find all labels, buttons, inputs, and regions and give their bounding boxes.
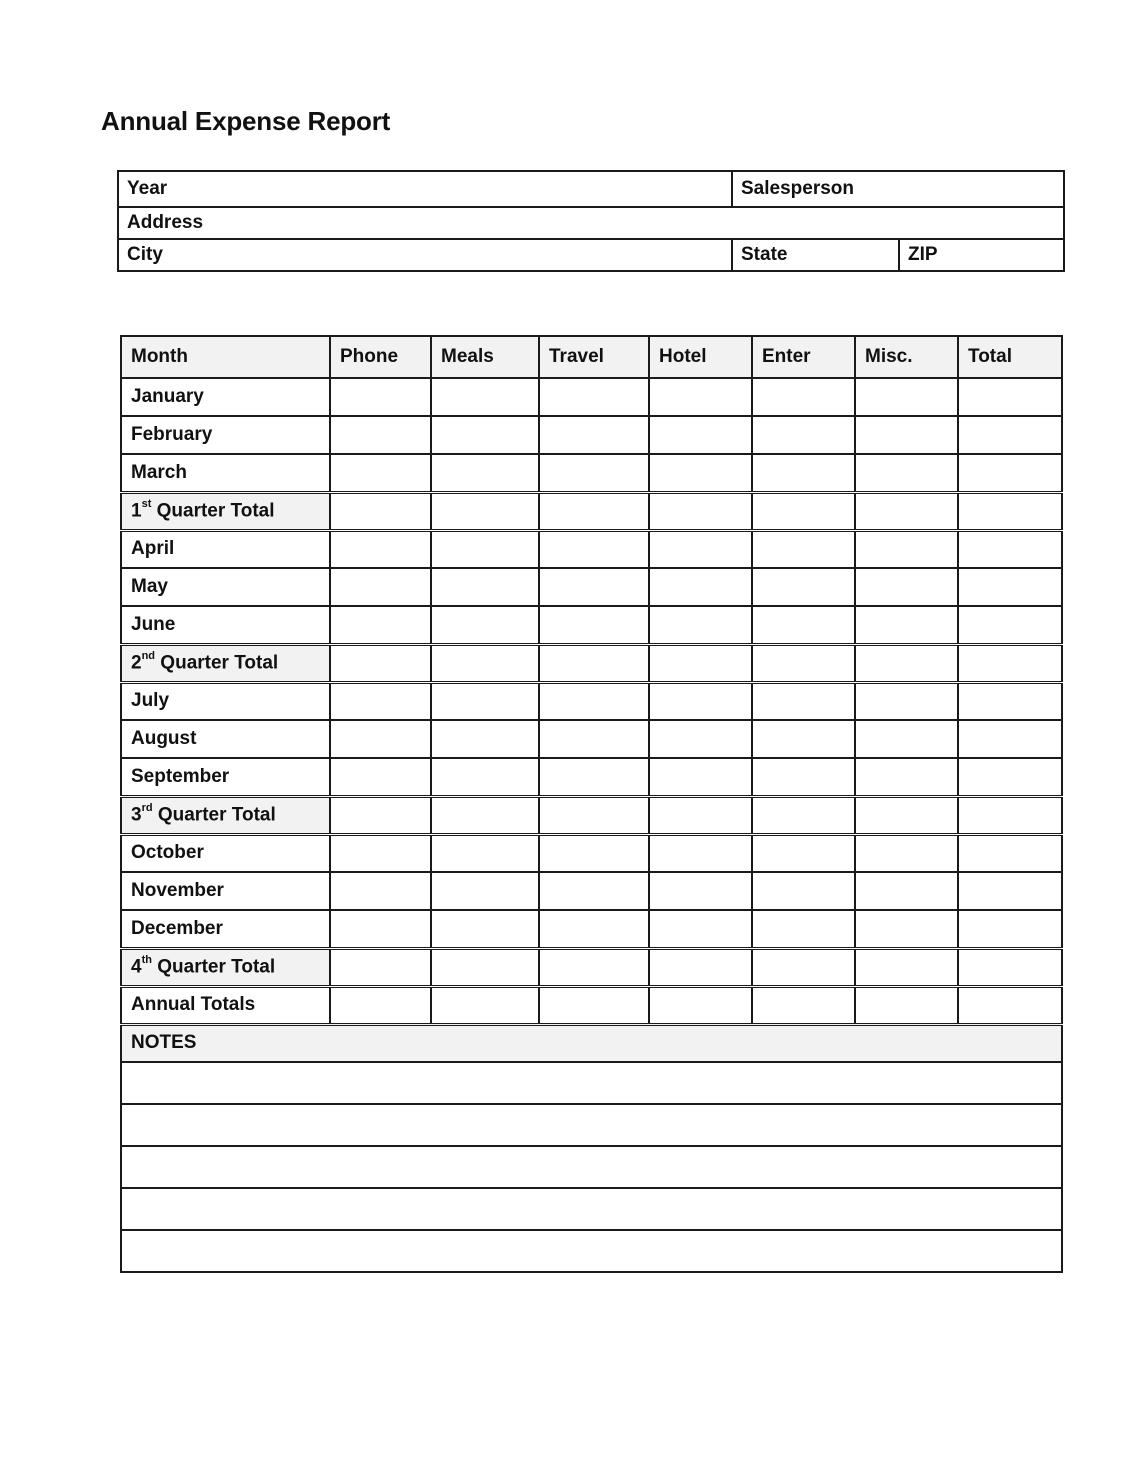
cell-march-meals[interactable] [431, 454, 539, 492]
cell-june-meals[interactable] [431, 606, 539, 644]
table-row [121, 948, 1062, 986]
cell-november-hotel[interactable] [649, 872, 752, 910]
cell-september-phone[interactable] [330, 758, 431, 796]
cell-october-enter[interactable] [752, 834, 855, 872]
cell-february-meals[interactable] [431, 416, 539, 454]
cell-q4-travel[interactable] [539, 948, 649, 986]
cell-q1-phone[interactable] [330, 492, 431, 530]
cell-january-misc[interactable] [855, 378, 958, 416]
q3-label: Quarter Total [152, 804, 276, 826]
cell-december-phone[interactable] [330, 910, 431, 948]
cell-june-enter[interactable] [752, 606, 855, 644]
cell-september-meals[interactable] [431, 758, 539, 796]
cell-q1-misc[interactable] [855, 492, 958, 530]
table-row [121, 454, 1062, 492]
cell-june-misc[interactable] [855, 606, 958, 644]
zip-label: ZIP [908, 244, 938, 265]
cell-august-travel[interactable] [539, 720, 649, 758]
cell-february-enter[interactable] [752, 416, 855, 454]
cell-august-hotel[interactable] [649, 720, 752, 758]
cell-july-phone[interactable] [330, 682, 431, 720]
city-label: City [127, 244, 163, 265]
cell-january-enter[interactable] [752, 378, 855, 416]
cell-november-phone[interactable] [330, 872, 431, 910]
cell-annual-enter[interactable] [752, 986, 855, 1024]
notes-line[interactable] [121, 1146, 1062, 1188]
cell-december-meals[interactable] [431, 910, 539, 948]
col-header-month: Month [121, 336, 330, 378]
q2-number: 2 [131, 652, 142, 674]
row-label-q2-total [121, 644, 330, 682]
cell-q2-meals[interactable] [431, 644, 539, 682]
cell-august-total[interactable] [958, 720, 1062, 758]
cell-august-enter[interactable] [752, 720, 855, 758]
cell-april-misc[interactable] [855, 530, 958, 568]
table-row [121, 758, 1062, 796]
cell-october-travel[interactable] [539, 834, 649, 872]
row-label-march: March [121, 454, 330, 492]
cell-february-travel[interactable] [539, 416, 649, 454]
q3-number: 3 [131, 804, 142, 826]
cell-june-hotel[interactable] [649, 606, 752, 644]
row-label-june: June [121, 606, 330, 644]
row-label-q3-total [121, 796, 330, 834]
cell-october-misc[interactable] [855, 834, 958, 872]
table-row [121, 606, 1062, 644]
cell-january-travel[interactable] [539, 378, 649, 416]
cell-q4-total[interactable] [958, 948, 1062, 986]
table-row [121, 682, 1062, 720]
row-label-q1-total [121, 492, 330, 530]
cell-july-total[interactable] [958, 682, 1062, 720]
notes-header: NOTES [121, 1024, 1062, 1062]
cell-december-total[interactable] [958, 910, 1062, 948]
cell-may-enter[interactable] [752, 568, 855, 606]
cell-q4-enter[interactable] [752, 948, 855, 986]
col-header-hotel: Hotel [649, 336, 752, 378]
city-field[interactable] [118, 239, 732, 271]
cell-march-misc[interactable] [855, 454, 958, 492]
table-row [121, 530, 1062, 568]
state-label: State [741, 244, 788, 265]
q2-ordinal: nd [141, 649, 156, 662]
cell-october-phone[interactable] [330, 834, 431, 872]
q3-ordinal: rd [141, 801, 153, 814]
cell-january-total[interactable] [958, 378, 1062, 416]
row-label-september: September [121, 758, 330, 796]
cell-q3-misc[interactable] [855, 796, 958, 834]
row-label-april: April [121, 530, 330, 568]
cell-january-meals[interactable] [431, 378, 539, 416]
q4-label: Quarter Total [151, 956, 276, 978]
cell-october-meals[interactable] [431, 834, 539, 872]
table-row [121, 796, 1062, 834]
cell-december-enter[interactable] [752, 910, 855, 948]
cell-q2-misc[interactable] [855, 644, 958, 682]
cell-march-enter[interactable] [752, 454, 855, 492]
cell-q3-phone[interactable] [330, 796, 431, 834]
header-row [121, 336, 1062, 378]
row-label-february: February [121, 416, 330, 454]
cell-q2-phone[interactable] [330, 644, 431, 682]
table-row [121, 834, 1062, 872]
cell-april-travel[interactable] [539, 530, 649, 568]
cell-october-total[interactable] [958, 834, 1062, 872]
table-row [121, 910, 1062, 948]
cell-january-phone[interactable] [330, 378, 431, 416]
table-row [121, 872, 1062, 910]
row-label-january: January [121, 378, 330, 416]
cell-q2-hotel[interactable] [649, 644, 752, 682]
cell-july-meals[interactable] [431, 682, 539, 720]
cell-april-phone[interactable] [330, 530, 431, 568]
cell-february-misc[interactable] [855, 416, 958, 454]
col-header-misc: Misc. [855, 336, 958, 378]
cell-august-misc[interactable] [855, 720, 958, 758]
cell-annual-meals[interactable] [431, 986, 539, 1024]
zip-field[interactable] [899, 239, 1064, 271]
cell-annual-total[interactable] [958, 986, 1062, 1024]
cell-q3-total[interactable] [958, 796, 1062, 834]
cell-q2-travel[interactable] [539, 644, 649, 682]
cell-annual-travel[interactable] [539, 986, 649, 1024]
col-header-total: Total [958, 336, 1062, 378]
cell-q3-meals[interactable] [431, 796, 539, 834]
cell-august-meals[interactable] [431, 720, 539, 758]
year-label: Year [127, 178, 168, 199]
cell-q1-meals[interactable] [431, 492, 539, 530]
cell-q2-total[interactable] [958, 644, 1062, 682]
cell-february-hotel[interactable] [649, 416, 752, 454]
cell-annual-misc[interactable] [855, 986, 958, 1024]
cell-q3-enter[interactable] [752, 796, 855, 834]
cell-june-phone[interactable] [330, 606, 431, 644]
q1-ordinal: st [141, 497, 152, 510]
row-label-october: October [121, 834, 330, 872]
q1-label: Quarter Total [151, 500, 275, 522]
cell-april-meals[interactable] [431, 530, 539, 568]
cell-july-hotel[interactable] [649, 682, 752, 720]
cell-july-misc[interactable] [855, 682, 958, 720]
cell-april-enter[interactable] [752, 530, 855, 568]
cell-june-total[interactable] [958, 606, 1062, 644]
cell-september-misc[interactable] [855, 758, 958, 796]
salesperson-field[interactable] [732, 171, 1064, 207]
cell-july-enter[interactable] [752, 682, 855, 720]
row-label-december: December [121, 910, 330, 948]
cell-september-total[interactable] [958, 758, 1062, 796]
cell-q1-total[interactable] [958, 492, 1062, 530]
cell-q1-hotel[interactable] [649, 492, 752, 530]
cell-june-travel[interactable] [539, 606, 649, 644]
cell-august-phone[interactable] [330, 720, 431, 758]
cell-february-total[interactable] [958, 416, 1062, 454]
cell-annual-phone[interactable] [330, 986, 431, 1024]
cell-january-hotel[interactable] [649, 378, 752, 416]
cell-may-total[interactable] [958, 568, 1062, 606]
row-label-august: August [121, 720, 330, 758]
q2-label: Quarter Total [155, 652, 279, 674]
col-header-enter: Enter [752, 336, 855, 378]
cell-march-total[interactable] [958, 454, 1062, 492]
cell-october-hotel[interactable] [649, 834, 752, 872]
table-row [121, 568, 1062, 606]
cell-may-travel[interactable] [539, 568, 649, 606]
notes-line[interactable] [121, 1230, 1062, 1272]
notes-line[interactable] [121, 1188, 1062, 1230]
cell-q1-travel[interactable] [539, 492, 649, 530]
cell-q4-meals[interactable] [431, 948, 539, 986]
row-label-november: November [121, 872, 330, 910]
cell-annual-hotel[interactable] [649, 986, 752, 1024]
cell-q3-travel[interactable] [539, 796, 649, 834]
col-header-meals: Meals [431, 336, 539, 378]
row-label-may: May [121, 568, 330, 606]
cell-december-misc[interactable] [855, 910, 958, 948]
cell-november-misc[interactable] [855, 872, 958, 910]
table-row [121, 416, 1062, 454]
cell-july-travel[interactable] [539, 682, 649, 720]
page-title: Annual Expense Report [101, 106, 391, 136]
notes-line[interactable] [121, 1104, 1062, 1146]
row-label-q4-total [121, 948, 330, 986]
cell-november-total[interactable] [958, 872, 1062, 910]
cell-may-meals[interactable] [431, 568, 539, 606]
table-row [121, 986, 1062, 1024]
cell-q4-hotel[interactable] [649, 948, 752, 986]
cell-november-travel[interactable] [539, 872, 649, 910]
table-row [121, 492, 1062, 530]
year-field[interactable] [118, 171, 732, 207]
cell-q1-enter[interactable] [752, 492, 855, 530]
report-info-box [117, 170, 1065, 272]
cell-september-enter[interactable] [752, 758, 855, 796]
col-header-travel: Travel [539, 336, 649, 378]
table-row [121, 378, 1062, 416]
q1-number: 1 [131, 500, 142, 522]
notes-line[interactable] [121, 1062, 1062, 1104]
q4-ordinal: th [141, 953, 152, 966]
cell-november-meals[interactable] [431, 872, 539, 910]
cell-december-travel[interactable] [539, 910, 649, 948]
cell-march-travel[interactable] [539, 454, 649, 492]
state-field[interactable] [732, 239, 899, 271]
cell-april-hotel[interactable] [649, 530, 752, 568]
cell-may-phone[interactable] [330, 568, 431, 606]
address-field[interactable] [118, 207, 1064, 239]
row-label-annual-totals: Annual Totals [121, 986, 330, 1024]
cell-march-phone[interactable] [330, 454, 431, 492]
expense-table [120, 335, 1063, 1273]
cell-q4-misc[interactable] [855, 948, 958, 986]
cell-april-total[interactable] [958, 530, 1062, 568]
col-header-phone: Phone [330, 336, 431, 378]
cell-september-travel[interactable] [539, 758, 649, 796]
cell-q2-enter[interactable] [752, 644, 855, 682]
cell-february-phone[interactable] [330, 416, 431, 454]
q4-number: 4 [131, 956, 142, 978]
cell-march-hotel[interactable] [649, 454, 752, 492]
cell-q3-hotel[interactable] [649, 796, 752, 834]
cell-may-misc[interactable] [855, 568, 958, 606]
table-row [121, 720, 1062, 758]
cell-december-hotel[interactable] [649, 910, 752, 948]
cell-september-hotel[interactable] [649, 758, 752, 796]
cell-may-hotel[interactable] [649, 568, 752, 606]
cell-q4-phone[interactable] [330, 948, 431, 986]
cell-november-enter[interactable] [752, 872, 855, 910]
table-row [121, 644, 1062, 682]
address-label: Address [127, 212, 204, 233]
salesperson-label: Salesperson [741, 178, 854, 199]
row-label-july: July [121, 682, 330, 720]
